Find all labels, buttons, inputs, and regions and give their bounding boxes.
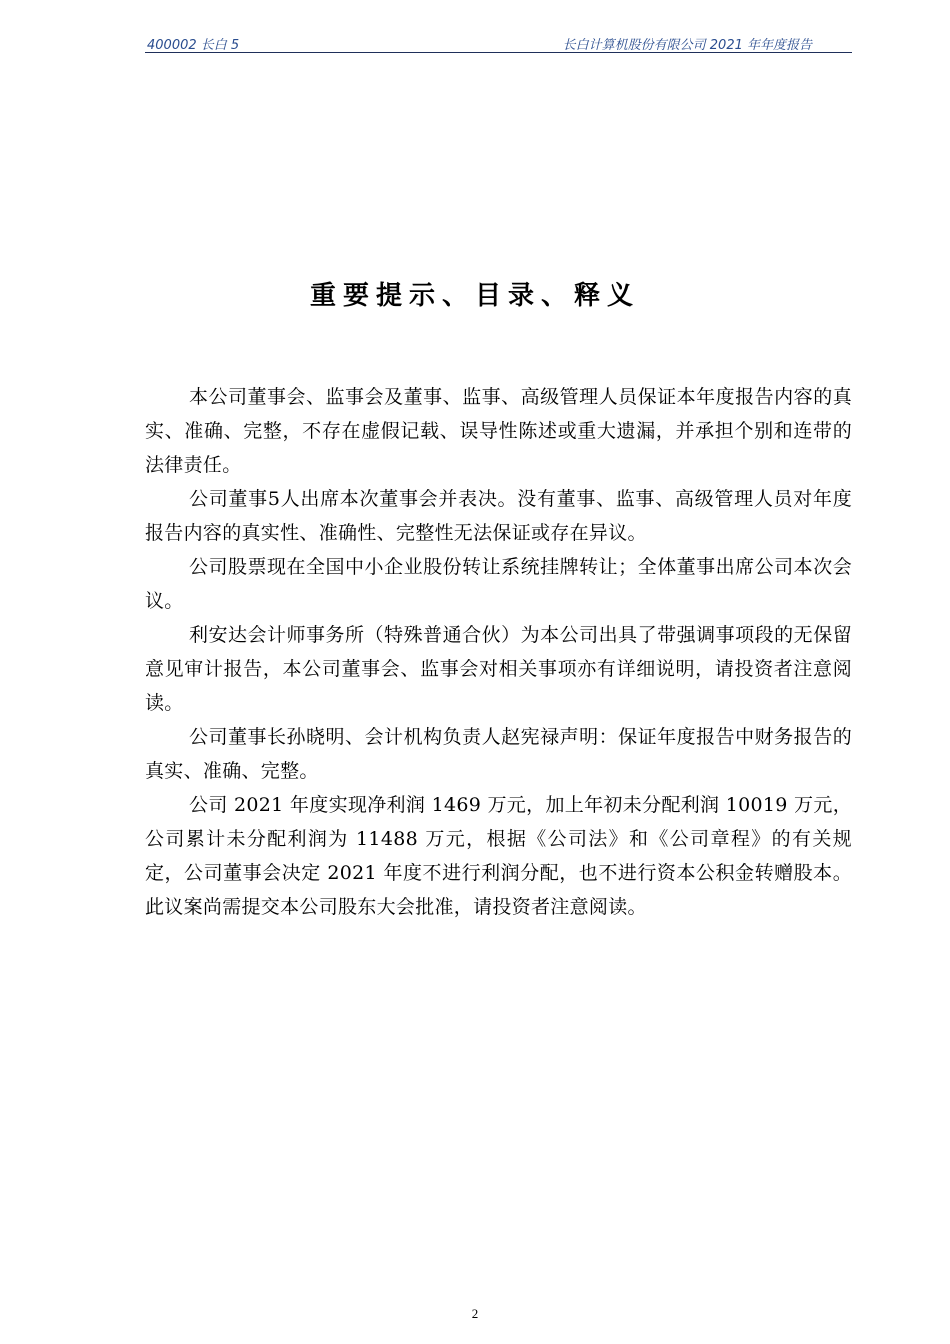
paragraph-director-attendance: 公司董事5人出席本次董事会并表决。没有董事、监事、高级管理人员对年度报告内容的真实性、准确性、完整性无法保证或存在异议。 (145, 488, 852, 544)
header-stock-code: 400002 长白 5 (147, 38, 240, 53)
paragraph-board-guarantee: 本公司董事会、监事会及董事、监事、高级管理人员保证本年度报告内容的真实、准确、完整，不存在虚假记载、误导性陈述或重大遗漏，并承担个别和连带的法律责任。 (145, 386, 852, 476)
page-header (145, 32, 852, 53)
header-report-title: 长白计算机股份有限公司 2021 年年度报告 (562, 38, 812, 53)
paragraph-financial-statement: 公司董事长孙晓明、会计机构负责人赵宪禄声明：保证年度报告中财务报告的真实、准确、完整。 (145, 726, 852, 782)
paragraph-listing-status: 公司股票现在全国中小企业股份转让系统挂牌转让；全体董事出席公司本次会议。 (145, 556, 852, 612)
section-title: 重要提示、目录、释义 (309, 281, 640, 311)
page-number: 2 (471, 1306, 479, 1321)
paragraph-profit-distribution: 公司 2021 年度实现净利润 1469 万元，加上年初未分配利润 10019 万元，公司累计未分配利润为 11488 万元，根据《公司法》和《公司章程》的有关规定，公司董事会决定 2021 年度不进行利润分配，也不进行资本公积金转赠股本。此议案尚需提交本公司股东大会批准，请投资者注意阅读。 (145, 794, 852, 918)
body-content (145, 380, 852, 924)
paragraph-audit-opinion: 利安达会计师事务所（特殊普通合伙）为本公司出具了带强调事项段的无保留意见审计报告，本公司董事会、监事会对相关事项亦有详细说明，请投资者注意阅读。 (145, 624, 852, 714)
